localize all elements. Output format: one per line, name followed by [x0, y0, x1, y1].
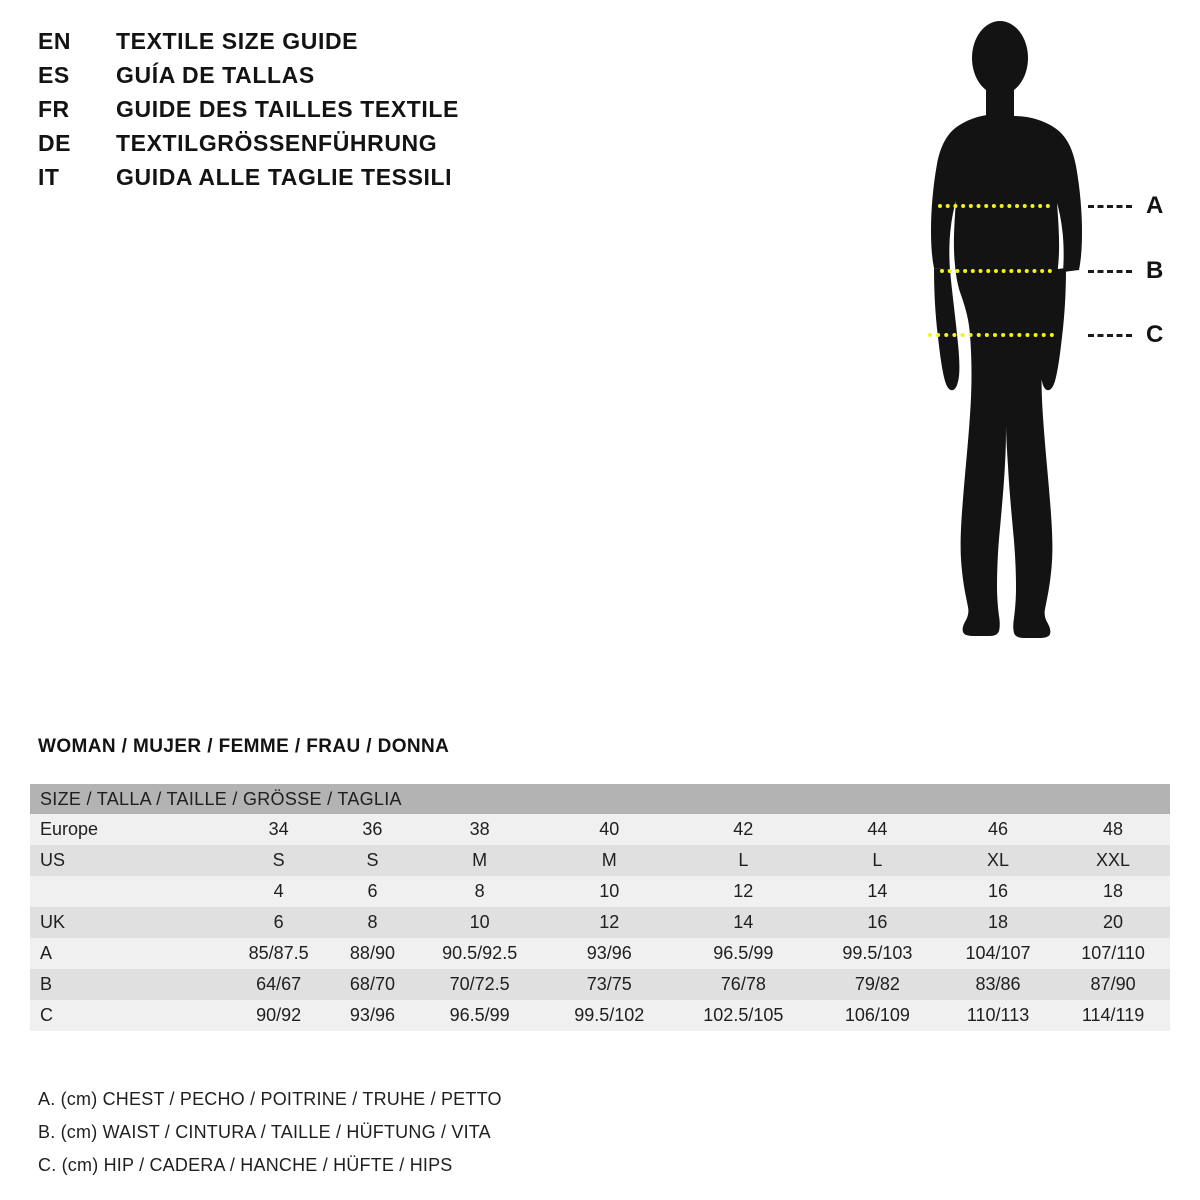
title-row-de [38, 130, 678, 162]
cell-uk-1: 8 [367, 912, 378, 932]
female-body-figure [860, 18, 1180, 748]
title-row-fr [38, 96, 678, 128]
table-row [30, 814, 1170, 845]
cell-us-5: L [872, 850, 883, 870]
cell-europe-4: 42 [733, 819, 754, 839]
marker-c [1088, 321, 1164, 348]
table-row [30, 1000, 1170, 1031]
cell-us-3: M [601, 850, 617, 870]
cell-usnum-6: 16 [988, 881, 1009, 901]
cell-b-3: 73/75 [586, 974, 632, 994]
legend-item-waist: B. (cm) WAIST / CINTURA / TAILLE / HÜFTUNG / VITA [38, 1122, 491, 1142]
cell-a-5: 99.5/103 [842, 943, 913, 963]
cell-a-1: 88/90 [349, 943, 395, 963]
title-text-en: TEXTILE SIZE GUIDE [116, 28, 359, 54]
table-header-label: SIZE / TALLA / TAILLE / GRÖSSE / TAGLIA [40, 788, 402, 809]
marker-a [1088, 192, 1164, 219]
cell-uk-7: 20 [1103, 912, 1124, 932]
cell-c-6: 110/113 [966, 1005, 1030, 1025]
cell-uk-3: 12 [599, 912, 620, 932]
cell-c-2: 96.5/99 [449, 1005, 510, 1025]
legend-item-chest: A. (cm) CHEST / PECHO / POITRINE / TRUHE / PETTO [38, 1089, 502, 1109]
cell-c-7: 114/119 [1081, 1005, 1145, 1025]
cell-uk-6: 18 [988, 912, 1009, 932]
cell-uk-5: 16 [867, 912, 888, 932]
cell-usnum-0: 4 [273, 881, 284, 901]
cell-b-1: 68/70 [349, 974, 395, 994]
cell-usnum-1: 6 [367, 881, 378, 901]
size-table [30, 784, 1170, 1031]
cell-a-0: 85/87.5 [248, 943, 309, 963]
title-text-de: TEXTILGRÖSSENFÜHRUNG [116, 130, 438, 156]
row-label-c: C [40, 1005, 53, 1025]
cell-us-4: L [738, 850, 749, 870]
waist-measure-line [940, 269, 1052, 273]
title-row-en [38, 28, 678, 60]
cell-us-0: S [272, 850, 285, 870]
cell-usnum-2: 8 [474, 881, 485, 901]
marker-b-line [1088, 270, 1132, 273]
legend-block [38, 1089, 502, 1188]
title-lang-fr: FR [38, 96, 70, 122]
row-label-uk: UK [40, 912, 66, 932]
title-row-es [38, 62, 678, 94]
cell-europe-3: 40 [599, 819, 620, 839]
row-label-b: B [40, 974, 53, 994]
table-row [30, 876, 1170, 907]
table-row [30, 969, 1170, 1000]
cell-us-6: XL [987, 850, 1010, 870]
title-lang-it: IT [38, 164, 60, 190]
cell-us-2: M [472, 850, 488, 870]
marker-a-label: A [1146, 192, 1164, 219]
cell-uk-4: 14 [733, 912, 754, 932]
cell-us-7: XXL [1096, 850, 1131, 870]
cell-a-4: 96.5/99 [713, 943, 774, 963]
marker-b [1088, 257, 1164, 284]
cell-b-2: 70/72.5 [449, 974, 510, 994]
cell-b-4: 76/78 [720, 974, 766, 994]
chest-measure-line [938, 204, 1050, 208]
row-label-europe: Europe [40, 819, 99, 839]
title-row-it [38, 164, 678, 196]
cell-c-0: 90/92 [256, 1005, 302, 1025]
cell-usnum-5: 14 [867, 881, 888, 901]
cell-europe-1: 36 [362, 819, 383, 839]
cell-c-1: 93/96 [349, 1005, 395, 1025]
title-lang-en: EN [38, 28, 71, 54]
cell-usnum-3: 10 [599, 881, 620, 901]
title-lang-de: DE [38, 130, 71, 156]
marker-a-line [1088, 205, 1132, 208]
cell-c-5: 106/109 [844, 1005, 910, 1025]
table-header-row [30, 784, 1170, 814]
row-label-a: A [40, 943, 53, 963]
table-row [30, 938, 1170, 969]
cell-b-0: 64/67 [256, 974, 302, 994]
row-label-us: US [40, 850, 66, 870]
hip-measure-line [928, 333, 1054, 337]
cell-a-6: 104/107 [965, 943, 1031, 963]
cell-uk-2: 10 [469, 912, 490, 932]
female-silhouette-icon [860, 18, 1180, 748]
marker-c-line [1088, 334, 1132, 337]
cell-a-2: 90.5/92.5 [442, 943, 518, 963]
title-block [38, 28, 678, 198]
cell-c-4: 102.5/105 [703, 1005, 784, 1025]
cell-usnum-7: 18 [1103, 881, 1124, 901]
marker-b-label: B [1146, 257, 1164, 284]
cell-europe-2: 38 [469, 819, 490, 839]
cell-a-7: 107/110 [1081, 943, 1145, 963]
table-row [30, 845, 1170, 876]
title-text-es: GUÍA DE TALLAS [116, 62, 315, 88]
cell-europe-5: 44 [867, 819, 888, 839]
table-row [30, 907, 1170, 938]
cell-europe-6: 46 [988, 819, 1009, 839]
cell-b-7: 87/90 [1090, 974, 1136, 994]
marker-c-label: C [1146, 321, 1164, 348]
cell-us-1: S [366, 850, 379, 870]
cell-uk-0: 6 [273, 912, 284, 932]
legend-item-hip: C. (cm) HIP / CADERA / HANCHE / HÜFTE / HIPS [38, 1155, 453, 1175]
title-text-fr: GUIDE DES TAILLES TEXTILE [116, 96, 459, 122]
cell-europe-7: 48 [1103, 819, 1124, 839]
row-label-us-numeric [30, 876, 225, 907]
cell-b-6: 83/86 [975, 974, 1021, 994]
title-lang-es: ES [38, 62, 70, 88]
title-text-it: GUIDA ALLE TAGLIE TESSILI [116, 164, 453, 190]
cell-b-5: 79/82 [854, 974, 900, 994]
section-heading: WOMAN / MUJER / FEMME / FRAU / DONNA [38, 736, 450, 757]
cell-usnum-4: 12 [733, 881, 754, 901]
cell-europe-0: 34 [268, 819, 289, 839]
cell-c-3: 99.5/102 [574, 1005, 645, 1025]
cell-a-3: 93/96 [586, 943, 632, 963]
